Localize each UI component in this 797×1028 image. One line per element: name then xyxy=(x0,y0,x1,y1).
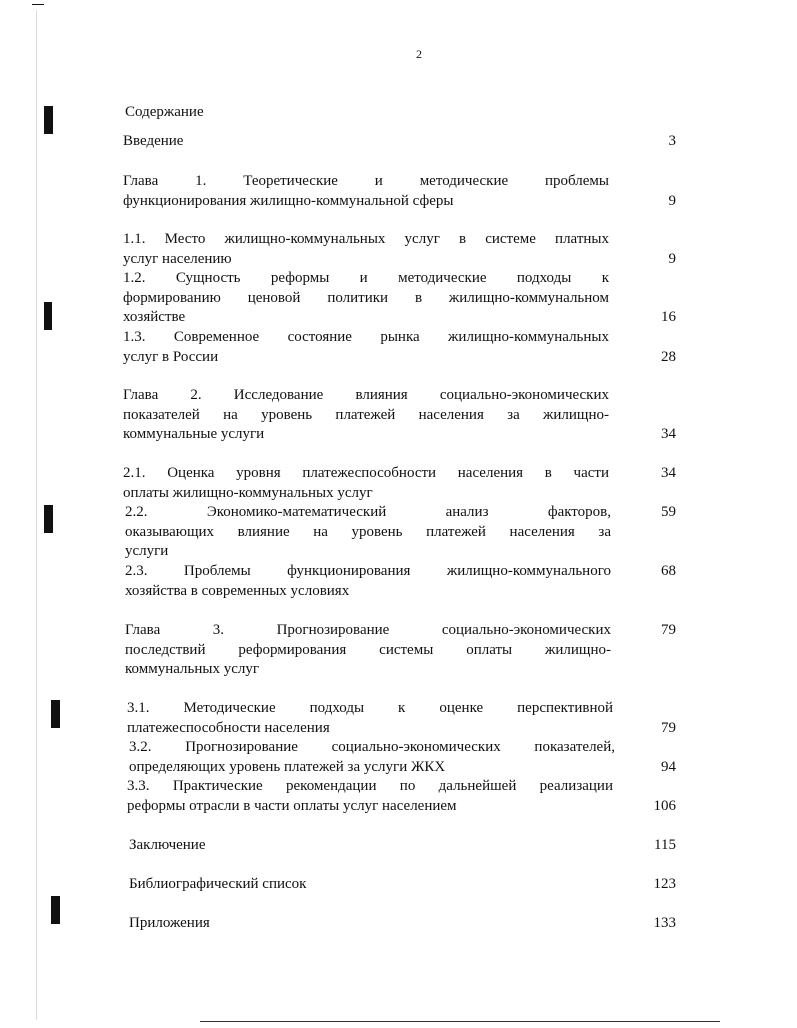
toc-entry-line: оказывающих влияние на уровень платежей населения за xyxy=(125,523,611,540)
toc-entry-line: 3.2. Прогнозирование социально-экономических показателей, xyxy=(129,739,615,755)
toc-entry-page: 9 xyxy=(668,192,676,209)
toc-entry-page: 123 xyxy=(653,876,676,892)
toc-entry-line: хозяйстве xyxy=(123,309,186,325)
page-title: Содержание xyxy=(125,104,204,120)
toc-entry-page: 115 xyxy=(654,837,676,853)
page-number: 2 xyxy=(416,47,422,61)
toc-entry-page: 3 xyxy=(668,133,676,149)
toc-entry-line: оплаты жилищно-коммунальных услуг xyxy=(123,484,373,501)
scan-mark xyxy=(44,302,52,330)
toc-entry-page: 94 xyxy=(661,758,676,775)
toc-entry-line: коммунальные услуги xyxy=(123,426,265,442)
toc-entry-line: 1.3. Современное состояние рынка жилищно-коммунальных xyxy=(123,329,609,345)
toc-entry-line: функционирования жилищно-коммунальной сферы xyxy=(123,192,454,209)
scan-mark xyxy=(51,896,60,924)
scan-mark xyxy=(44,106,53,134)
toc-entry-line: 1.2. Сущность реформы и методические подходы к xyxy=(123,270,609,286)
scan-bottom-line xyxy=(200,1021,720,1022)
toc-entry-page: 79 xyxy=(661,622,676,638)
toc-entry-page: 34 xyxy=(661,426,676,442)
toc-entry-line: 2.2. Экономико-математический анализ факторов, xyxy=(125,504,611,520)
toc-entry-line: Введение xyxy=(123,133,184,149)
toc-entry-page: 79 xyxy=(661,719,676,736)
toc-entry-line: 2.3. Проблемы функционирования жилищно-коммунального xyxy=(125,563,611,579)
toc-entry-line: 3.3. Практические рекомендации по дальнейшей реализации xyxy=(127,778,613,794)
toc-entry-line: последствий реформирования системы оплаты жилищно- xyxy=(125,641,611,658)
toc-entry-page: 133 xyxy=(653,915,676,931)
toc-entry-line: 1.1. Место жилищно-коммунальных услуг в системе платных xyxy=(123,231,609,247)
scan-edge-line xyxy=(36,10,37,1020)
toc-entry-line: услуги xyxy=(125,543,169,559)
toc-entry-line: Глава 2. Исследование влияния социально-экономических xyxy=(123,387,609,403)
toc-entry-line: Приложения xyxy=(129,915,210,931)
toc-entry-line: реформы отрасли в части оплаты услуг населением xyxy=(127,797,457,814)
toc-entry-page: 106 xyxy=(653,797,676,814)
toc-entry-line: платежеспособности населения xyxy=(127,719,330,736)
toc-entry-page: 16 xyxy=(661,309,676,325)
toc-entry-line: Заключение xyxy=(129,837,206,853)
toc-entry-line: 3.1. Методические подходы к оценке перспективной xyxy=(127,700,613,716)
toc-entry-line: формированию ценовой политики в жилищно-коммунальном xyxy=(123,289,609,306)
toc-entry-line: коммунальных услуг xyxy=(125,661,260,677)
toc-entry-line: хозяйства в современных условиях xyxy=(125,582,350,599)
toc-entry-page: 68 xyxy=(661,563,676,579)
toc-entry-line: Глава 1. Теоретические и методические проблемы xyxy=(123,173,609,189)
scan-mark xyxy=(32,4,44,5)
toc-entry-line: показателей на уровень платежей населения за жилищно- xyxy=(123,406,609,423)
toc-entry-line: 2.1. Оценка уровня платежеспособности населения в части xyxy=(123,465,609,481)
toc-entry-page: 59 xyxy=(661,504,676,520)
toc-entry-line: услуг населению xyxy=(123,250,232,267)
toc-entry-page: 28 xyxy=(661,348,676,365)
toc-entry-line: услуг в России xyxy=(123,348,219,365)
scan-mark xyxy=(51,700,60,728)
scan-mark xyxy=(44,505,53,533)
toc-entry-page: 9 xyxy=(668,250,676,267)
toc-entry-line: Библиографический список xyxy=(129,876,307,892)
toc-entry-page: 34 xyxy=(661,465,676,481)
toc-entry-line: Глава 3. Прогнозирование социально-экономических xyxy=(125,622,611,638)
toc-entry-line: определяющих уровень платежей за услуги ЖКХ xyxy=(129,758,446,775)
